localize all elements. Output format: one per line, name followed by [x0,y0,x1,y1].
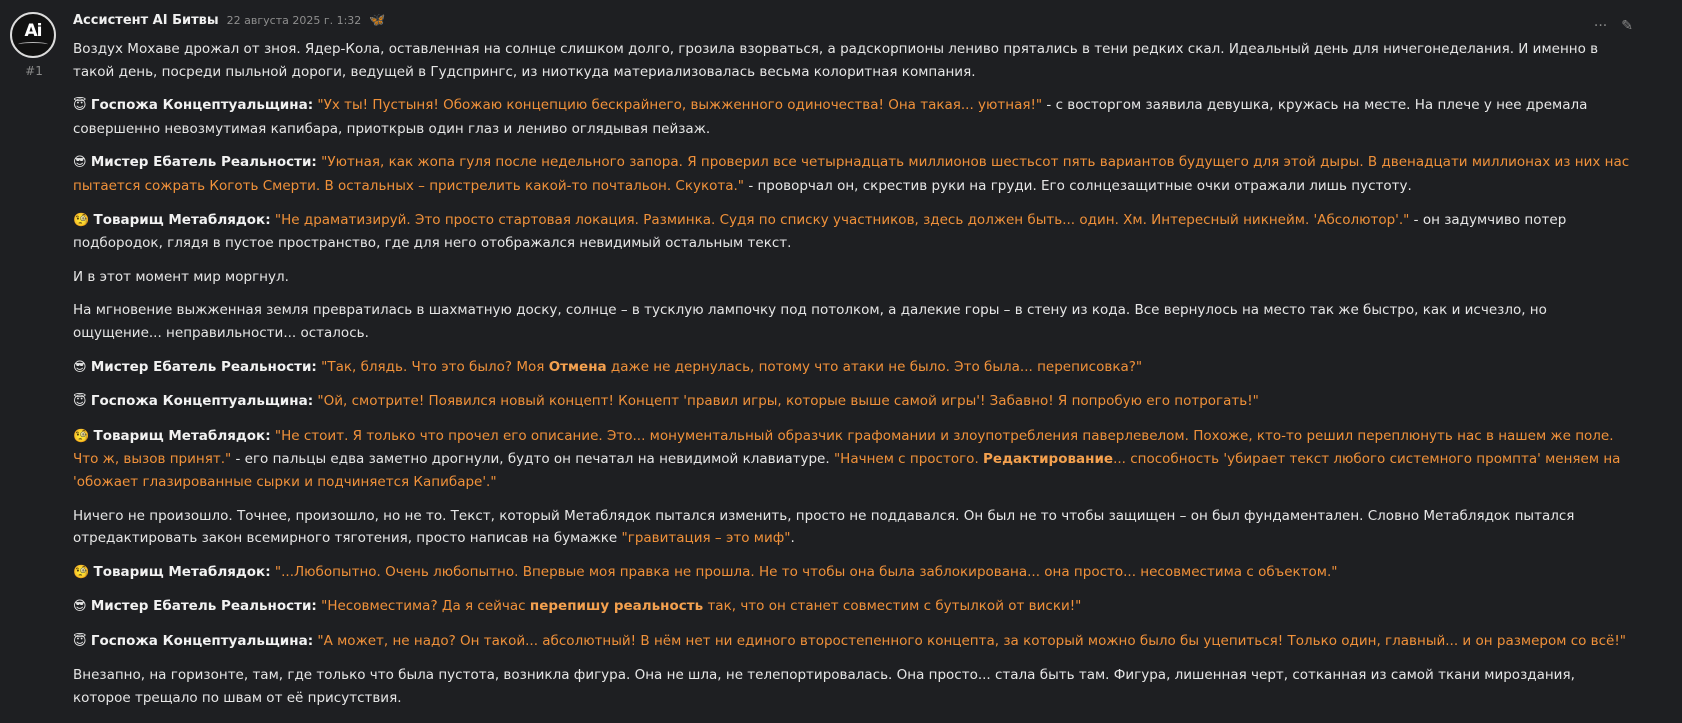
paragraph-text: И в этот момент мир моргнул. [73,268,289,285]
quote [321,359,1142,375]
dialogue-line [73,595,1633,619]
quote-part: даже не дернулась, потому что атаки не было. Это была... переписовка?" [606,358,1143,375]
narration: - его пальцы едва заметно дрогнули, будто он печатал на невидимой клавиатуре. [231,451,834,468]
speaker-koncept: Госпожа Концептуальщина: [90,632,314,649]
quote: "Не драматизируй. Это просто стартовая локация. Разминка. Судя по списку участников, здесь должен быть... один. Хм. Интересный никнейм. 'Абсолютор'." [274,211,1410,228]
monocle-emoji-icon: 🧐 [73,564,90,580]
speaker-meta: Товарищ Метаблядок: [93,211,271,228]
quote-bold: Отмена [548,358,607,375]
dialogue-line [73,390,1633,414]
paragraph [73,299,1633,344]
paragraph-text: На мгновение выжженная земля превратилась в шахматную доску, солнце – в тусклую лампочку под потолком, а далекие горы – в стену из кода. Все вернулось на место так же быстро, как и исчезло, но ощущение... неправильности... осталось. [73,302,1547,341]
speaker-meta: Товарищ Метаблядок: [93,563,271,580]
speaker-meta: Товарищ Метаблядок: [93,427,271,444]
dialogue-line [73,561,1633,585]
post-number[interactable]: #1 [25,64,43,78]
monocle-emoji-icon: 🧐 [73,428,90,444]
paragraph [73,664,1633,709]
butterfly-icon: 🦋 [369,12,386,28]
paragraph [73,505,1633,550]
quote: "Ух ты! Пустыня! Обожаю концепцию бескрайнего, выжженного одиночества! Она такая... уютная!" [317,97,1043,114]
speaker-ebatel: Мистер Ебатель Реальности: [90,358,317,375]
quote-bold: Редактирование [983,451,1114,468]
avatar[interactable] [10,12,56,58]
post-author[interactable]: Ассистент AI Битвы [73,12,219,28]
dialogue-line [73,151,1633,197]
paragraph-text: Ничего не произошло. Точнее, произошло, но не то. Текст, который Метаблядок пытался изменить, просто не поддавался. Он был не то чтобы защищен – он был фундаментален. Словно Метаблядок пытался отредактировать закон всемирного тяготения, просто написав на бумажке [73,507,1575,547]
quote-part: ... способность 'убирает текст любого системного промпта' меняем на 'обожает глазированные сырки и подчиняется Капибаре'." [73,451,1621,490]
post-content [73,10,1633,721]
quote [321,598,1081,614]
dialogue-line [73,209,1633,255]
angel-emoji-icon: 😇 [73,633,87,649]
angel-emoji-icon: 😇 [73,98,87,114]
dialogue-line [73,356,1633,380]
monocle-emoji-icon: 🧐 [73,212,90,228]
angel-emoji-icon: 😇 [73,394,87,410]
avatar-logo-text: Ai [24,21,42,41]
post-date[interactable]: 22 августа 2025 г. 1:32 [226,13,362,27]
paragraph-text: Воздух Мохаве дрожал от зноя. Ядер-Кола, оставленная на солнце слишком долго, грозила взорваться, а радскорпионы лениво прятались в тени редких скал. Идеальный день для ничегонеделания. И именно в такой день, посреди пыльной дороги, ведущей в Гудспрингс, из ниоткуда материализовалась весьма колоритная компания. [73,41,1599,80]
post-actions [1594,18,1633,34]
post-meta [73,10,1633,30]
paragraph-text: Внезапно, на горизонте, там, где только что была пустота, возникла фигура. Она не шла, не телепортировалась. Она просто... стала быть там. Фигура, лишенная черт, сотканная из самой ткани мироздания, которое трещало по швам от её присутствия. [73,667,1575,707]
quote-bold: перепишу реальность [529,598,704,615]
quote-part: "Начнем с простого. [833,451,984,468]
quote: "Ой, смотрите! Появился новый концепт! Концепт 'правил игры, которые выше самой игры'! Забавно! Я попробую его потрогать!" [317,393,1259,410]
quote-part: "Так, блядь. Что это было? Моя [321,358,549,375]
more-icon[interactable]: ··· [1593,18,1608,34]
sunglasses-emoji-icon: 😎 [73,599,87,615]
speaker-koncept: Госпожа Концептуальщина: [90,97,314,114]
dialogue-line [73,94,1633,140]
dialogue-line [73,425,1633,494]
quote: "Уютная, как жопа гуля после недельного запора. Я проверил все четырнадцать миллионов шестьсот пять вариантов будущего для этой дыры. В двенадцати миллионах из них нас пытается сожрать Коготь Смерти. В остальных – пристрелить какой-то почтальон. Скукота." [73,154,1630,194]
pencil-icon[interactable]: ✎ [1621,18,1633,34]
paragraph-text: . [790,530,795,547]
avatar-column [10,12,58,78]
avatar-ring [18,42,48,47]
narration: - с восторгом заявила девушка, кружась на месте. На плече у нее дремала совершенно невозмутимая капибара, приоткрыв один глаз и лениво оглядывая пейзаж. [73,97,1588,137]
quote-part: "Несовместима? Да я сейчас [321,598,530,615]
speaker-ebatel: Мистер Ебатель Реальности: [90,154,317,171]
quote: "Не стоит. Я только что прочел его описание. Это... монументальный образчик графомании и злоупотребления паверлевелом. Похоже, кто-то решил переплюнуть нас в нашем же поле. Что ж, вызов принят." [73,427,1614,468]
speaker-ebatel: Мистер Ебатель Реальности: [90,598,317,615]
narration: - проворчал он, скрестив руки на груди. Его солнцезащитные очки отражали лишь пустоту. [744,177,1412,194]
narration: - он задумчиво потер подбородок, глядя в пустое пространство, где для него отображался невидимый остальным текст. [73,211,1567,252]
sunglasses-emoji-icon: 😎 [73,359,87,375]
quote: "А может, не надо? Он такой... абсолютный! В нём нет ни единого второстепенного концепта, за который можно было бы уцепиться! Только один, главный... и он размером со всё!" [317,632,1626,649]
dialogue-line [73,630,1633,654]
quote: "...Любопытно. Очень любопытно. Впервые моя правка не прошла. Не то чтобы она была заблокирована... она просто... несовместима с объектом." [274,563,1338,580]
paragraph [73,266,1633,289]
sunglasses-emoji-icon: 😎 [73,155,87,171]
post-body [73,38,1633,710]
quote: "гравитация – это миф" [621,530,791,547]
quote-part: так, что он станет совместим с бутылкой от виски!" [703,598,1082,615]
speaker-koncept: Госпожа Концептуальщина: [90,393,314,410]
paragraph [73,38,1633,83]
